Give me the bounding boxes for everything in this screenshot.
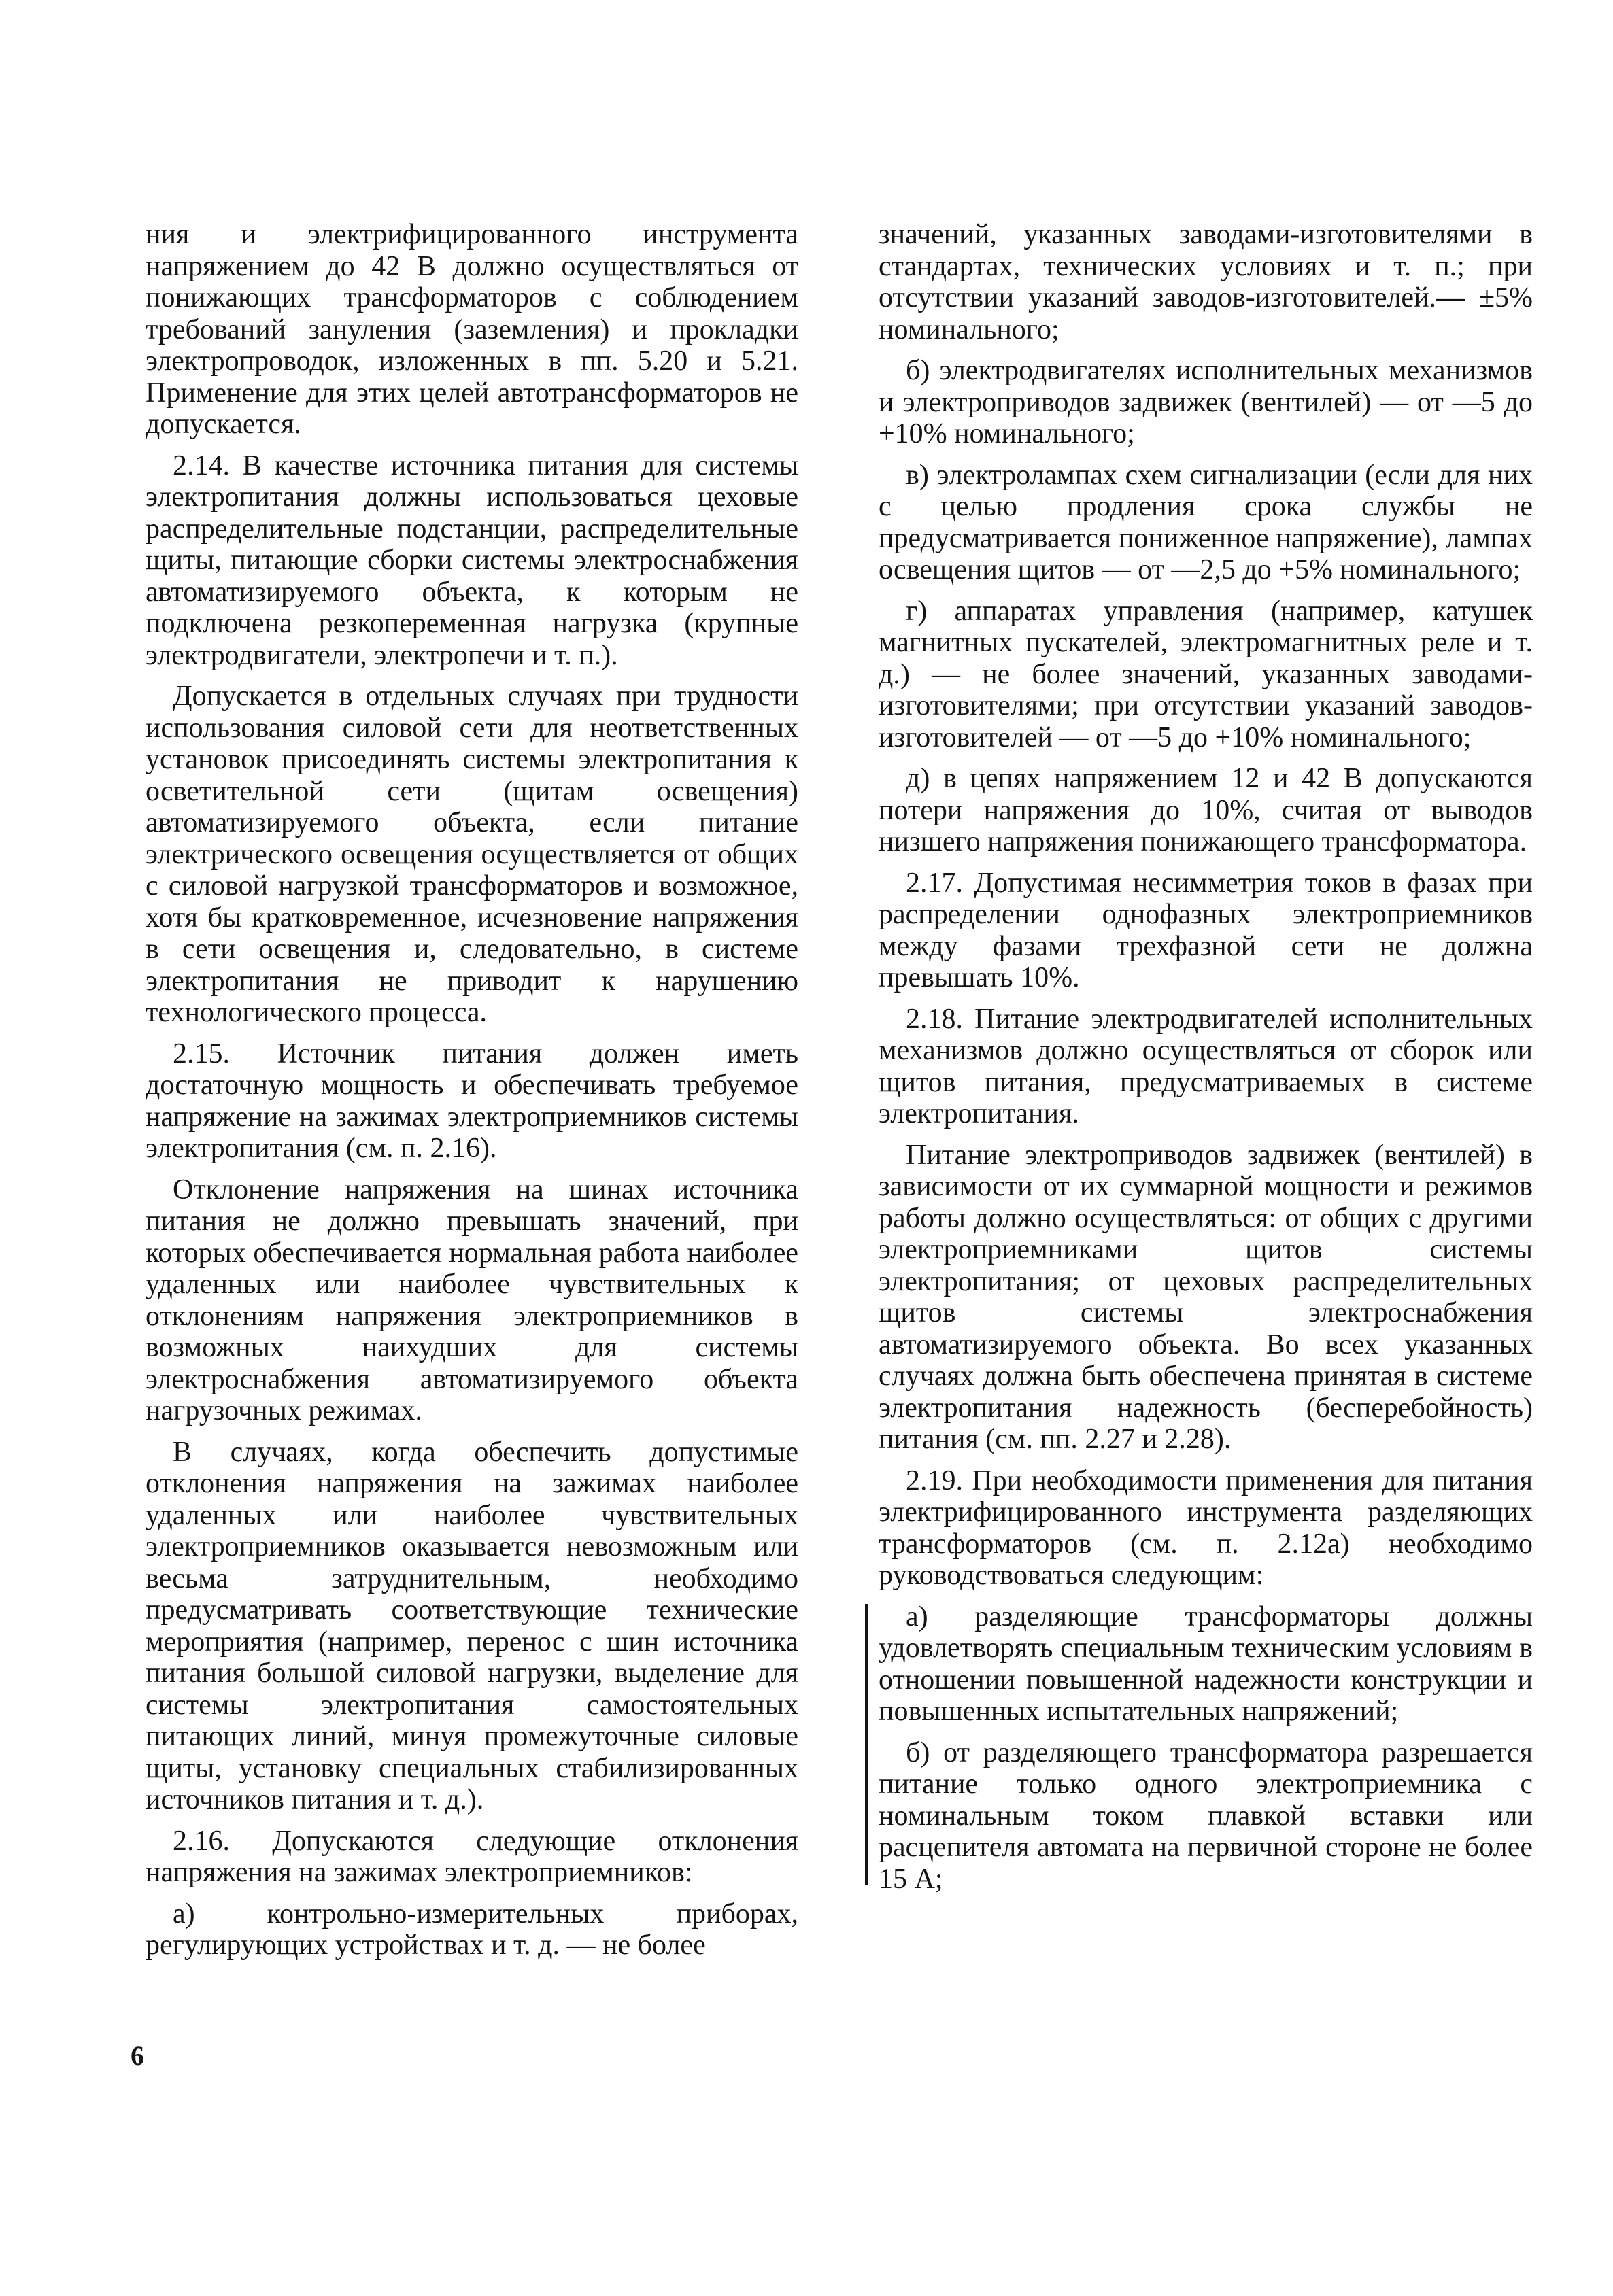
paragraph: Допускается в отдельных случаях при трудности использования силовой сети для неответственных установок присоединять системы электропитания к осветительной сети (щитам освещения) автоматизируемого объекта, если питание электрического освещения осуществляется от общих с силовой нагрузкой трансформаторов и возможное, хотя бы кратковременное, исчезновение напряжения в сети освещения и, следовательно, в системе электропитания не приводит к нарушению технологического процесса.: [146, 681, 798, 1028]
paragraph: в) электролампах схем сигнализации (если для них с целью продления срока службы не предусматривается пониженное напряжение), лампах освещения щитов — от —2,5 до +5% номинального;: [879, 459, 1533, 585]
paragraph: Отклонение напряжения на шинах источника питания не должно превышать значений, при которых обеспечивается нормальная работа наиболее удаленных или наиболее чувствительных к отклонениям напряжения электроприемников в возможных наихудших для системы электроснабжения автоматизируемого объекта нагрузочных режимах.: [146, 1173, 798, 1426]
right-column: [879, 219, 1533, 1904]
paragraph: 2.18. Питание электродвигателей исполнительных механизмов должно осуществляться от сборок или щитов питания, предусматриваемых в системе электропитания.: [879, 1003, 1533, 1129]
left-column: [146, 219, 798, 1971]
paragraph: а) контрольно-измерительных приборах, регулирующих устройствах и т. д. — не более: [146, 1898, 798, 1961]
paragraph: 2.16. Допускаются следующие отклонения напряжения на зажимах электроприемников:: [146, 1825, 798, 1888]
paragraph: б) электродвигателях исполнительных механизмов и электроприводов задвижек (вентилей) — от —5 до +10% номинального;: [879, 355, 1533, 449]
paragraph: 2.14. В качестве источника питания для системы электропитания должны использоваться цеховые распределительные подстанции, распределительные щиты, питающие сборки системы электроснабжения автоматизируемого объекта, к которым не подключена резкопеременная нагрузка (крупные электродвигатели, электропечи и т. п.).: [146, 449, 798, 671]
paragraph: 2.19. При необходимости применения для питания электрифицированного инструмента разделяющих трансформаторов (см. п. 2.12а) необходимо руководствоваться следующим:: [879, 1464, 1533, 1591]
paragraph: д) в цепях напряжением 12 и 42 В допускаются потери напряжения до 10%, считая от выводов низшего напряжения понижающего трансформатора.: [879, 763, 1533, 857]
paragraph: ния и электрифицированного инструмента напряжением до 42 В должно осуществляться от понижающих трансформаторов с соблюдением требований зануления (заземления) и прокладки электропроводок, изложенных в пп. 5.20 и 5.21. Применение для этих целей автотрансформаторов не допускается.: [146, 219, 798, 440]
paragraph: а) разделяющие трансформаторы должны удовлетворять специальным техническим условиям в отношении повышенной надежности конструкции и повышенных испытательных напряжений;: [879, 1600, 1533, 1727]
paragraph: В случаях, когда обеспечить допустимые отклонения напряжения на зажимах наиболее удаленных или наиболее чувствительных электроприемников оказывается невозможным или весьма затруднительным, необходимо предусматривать соответствующие технические мероприятия (например, перенос с шин источника питания большой силовой нагрузки, выделение для системы электропитания самостоятельных питающих линий, минуя промежуточные силовые щиты, установку специальных стабилизированных источников питания и т. д.).: [146, 1436, 798, 1815]
paragraph: значений, указанных заводами-изготовителями в стандартах, технических условиях и т. п.; при отсутствии указаний заводов-изготовителей.— ±5% номинального;: [879, 219, 1533, 345]
paragraph: г) аппаратах управления (например, катушек магнитных пускателей, электромагнитных реле и т. д.) — не более значений, указанных заводами-изготовителями; при отсутствии указаний заводов-изготовителей — от —5 до +10% номинального;: [879, 595, 1533, 753]
paragraph: 2.15. Источник питания должен иметь достаточную мощность и обеспечивать требуемое напряжение на зажимах электроприемников системы электропитания (см. п. 2.16).: [146, 1038, 798, 1164]
revision-bar: [865, 1604, 868, 1886]
paragraph: б) от разделяющего трансформатора разрешается питание только одного электроприемника с номинальным током плавкой вставки или расцепителя автомата на первичной стороне не более 15 А;: [879, 1736, 1533, 1895]
revision-marked-block: [879, 1601, 1533, 1896]
paragraph: Питание электроприводов задвижек (вентилей) в зависимости от их суммарной мощности и режимов работы должно осуществляться: от общих с другими электроприемниками щитов системы электропитания; от цеховых распределительных щитов системы электроснабжения автоматизируемого объекта. Во всех указанных случаях должна быть обеспечена принятая в системе электропитания надежность (бесперебойность) питания (см. пп. 2.27 и 2.28).: [879, 1139, 1533, 1455]
paragraph: 2.17. Допустимая несимметрия токов в фазах при распределении однофазных электроприемников между фазами трехфазной сети не должна превышать 10%.: [879, 867, 1533, 993]
page-number: 6: [131, 2040, 144, 2071]
